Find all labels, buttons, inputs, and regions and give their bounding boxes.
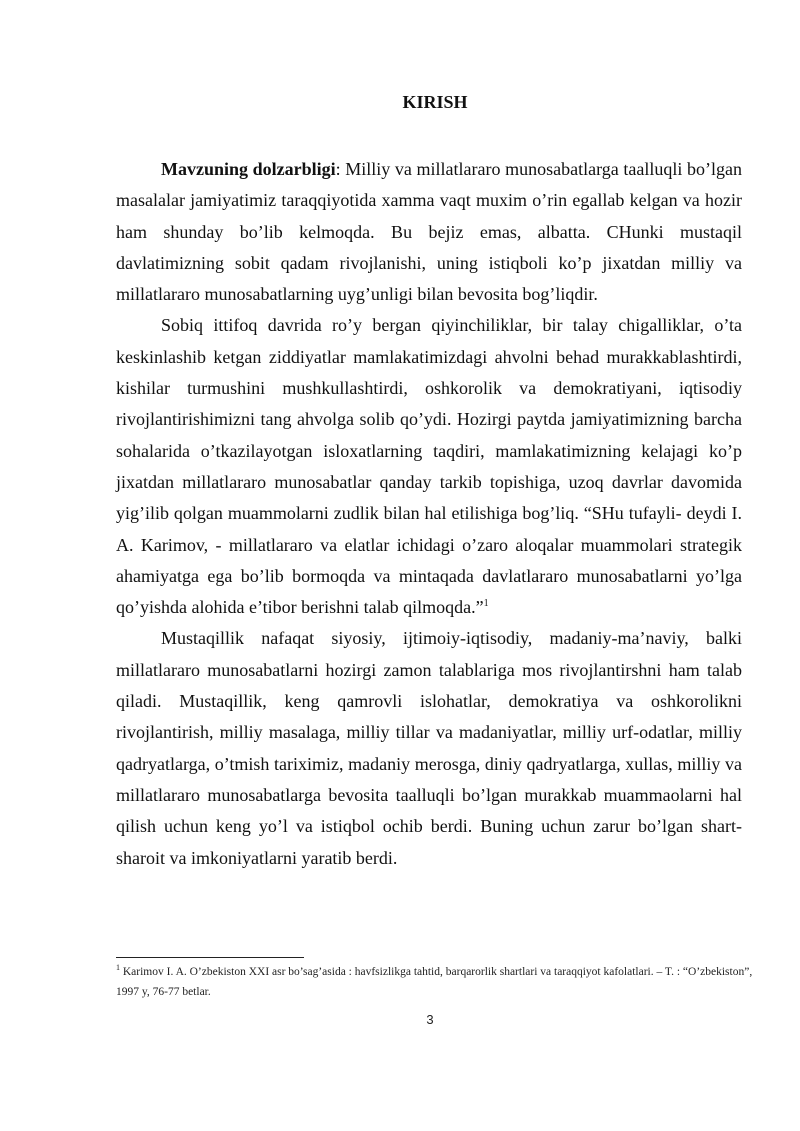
- footnote-separator: [116, 957, 304, 958]
- page-title: KIRISH: [402, 92, 468, 112]
- paragraph-relevance: [116, 154, 742, 310]
- footnote-reference[interactable]: 1: [483, 598, 489, 610]
- page-number: 3: [426, 1012, 434, 1027]
- paragraph-text: Mustaqillik nafaqat siyosiy, ijtimoiy-iqtisodiy, madaniy-ma’naviy, balki millatlararo munosabatlarni hozirgi zamon talablariga mos rivojlantirshni ham talab qiladi. Mustaqillik, keng qamrovli islohatlar, demokratiya va oshkorolikni rivojlantirish, milliy masalaga, milliy tillar va madaniyatlar, milliy urf-odatlar, milliy qadryatlarga, o’tmish tariximiz, madaniy merosga, diniy qadryatlarga, xullas, milliy va millatlararo munosabatlarga bevosita taalluqli bo’lgan murakkab muammaolarni hal qilish uchun keng yo’l va istiqbol ochib berdi. Buning uchun zarur bo’lgan shart-sharoit va imkoniyatlarni yaratib berdi.: [116, 628, 742, 868]
- body-text: [116, 154, 742, 874]
- paragraph-soviet-period: [116, 310, 742, 623]
- paragraph-lead: Mavzuning dolzarbligi: [161, 159, 336, 179]
- paragraph-text: : Milliy va millatlararo munosabatlarga taalluqli bo’lgan masalalar jamiyatimiz taraqqiyotida xamma vaqt muxim o’rin egallab kelgan va hozir ham shunday bo’lib kelmoqda. Bu bejiz emas, albatta. CHunki mustaqil davlatimizning sobit qadam rivojlanishi, uning istiqboli ko’p jixatdan milliy va millatlararo munosabatlarning uyg’unligi bilan bevosita bog’liqdir.: [116, 159, 743, 305]
- footnote-marker: 1: [116, 963, 120, 973]
- paragraph-independence: [116, 623, 742, 873]
- paragraph-text: Sobiq ittifoq davrida ro’y bergan qiyinchiliklar, bir talay chigalliklar, o’ta keskinlashib ketgan ziddiyatlar mamlakatimizdagi ahvolni behad murakkablashtirdi, kishilar turmushini mushkullashtirdi, oshkorolik va demokratiyani, iqtisodiy rivojlantirishimizni tang ahvolga solib qo’ydi. Hozirgi paytda jamiyatimizning barcha sohalarida o’tkazilayotgan isloxatlarning taqdiri, mamlakatimizning kelajagi ko’p jixatdan millatlararo munosabatlar qanday tarkib topishiga, uzoq davrlar davomida yig’ilib qolgan muammolarni zudlik bilan hal etilishiga bog’liq. “SHu tufayli- deydi I. A. Karimov, - millatlararo va elatlar ichidagi o’zaro aloqalar muammolari strategik ahamiyatga ega bo’lib bormoqda va mintaqada davlatlararo munosabatlarni yo’lga qo’yishda alohida e’tibor berishni talab qilmoqda.”: [116, 315, 742, 618]
- footnote: [116, 962, 756, 1002]
- footnote-text: Karimov I. A. O’zbekiston XXI asr bo’sag’asida : havfsizlikga tahtid, barqarorlik shartlari va taraqqiyot kafolatlari. – T. : “O’zbekiston”, 1997 y, 76-77 betlar.: [116, 966, 753, 998]
